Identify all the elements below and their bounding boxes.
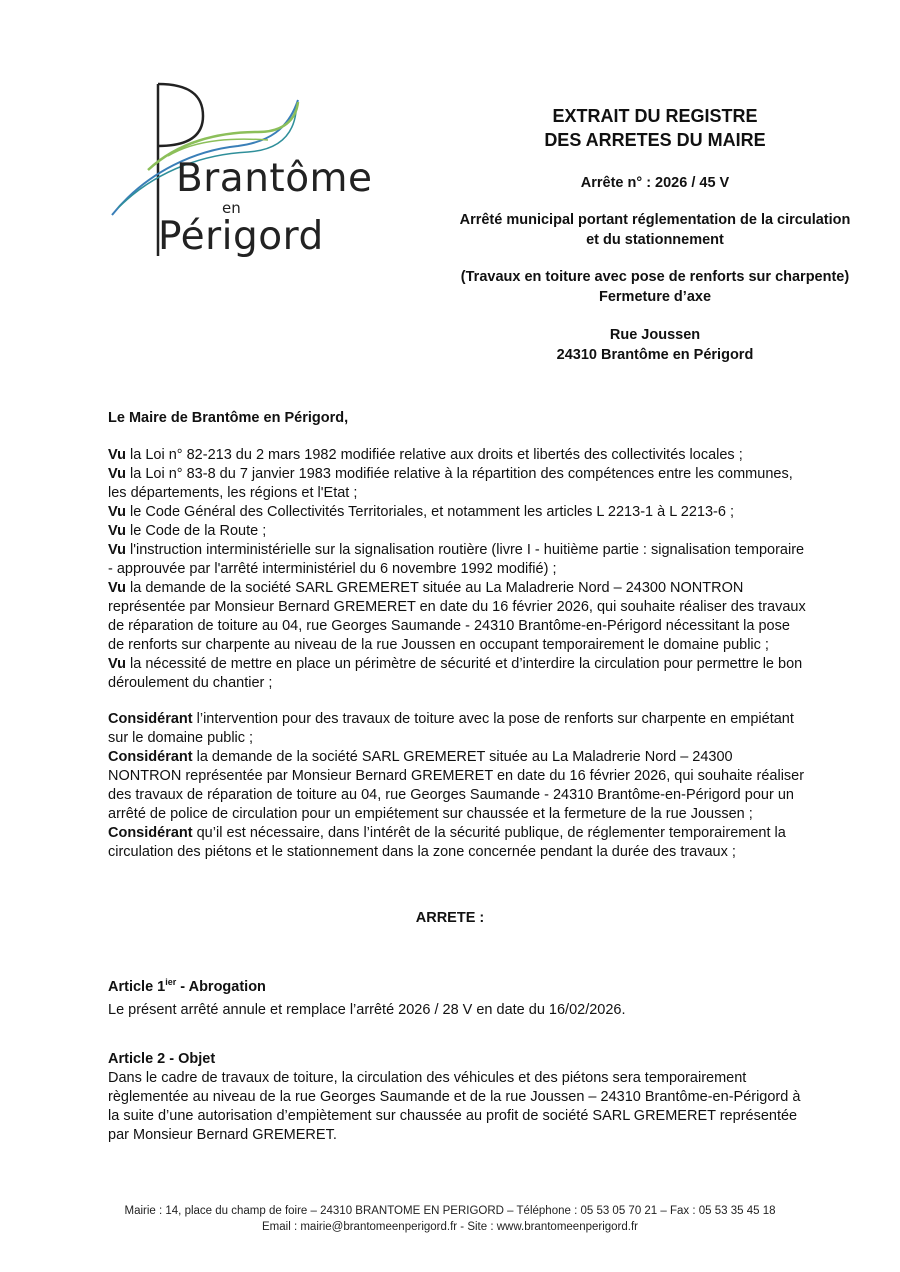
address-street: Rue Joussen [609, 327, 701, 343]
register-title-line2: DES ARRETES DU MAIRE [544, 130, 766, 150]
footer-address: Mairie : 14, place du champ de foire – 24310 BRANTOME EN PERIGORD – Téléphone : 05 53 05 70 21 – Fax : 05 53 35 45 18 [124, 1205, 776, 1217]
considerant-label: Considérant [108, 711, 193, 727]
vu-item: Vu le Code de la Route ; [108, 523, 267, 539]
vu-item: Vu la demande de la société SARL GREMERET située au La Maladrerie Nord – 24300 NONTRON représentée par Monsieur Bernard GREMERET en date du 16 février 2026, qui souhaite réaliser des travaux de réparation de toiture au 04, rue Georges Saumande - 24310 Brantôme-en-Périgord nécessitant la pose de renforts sur charpente au niveau de la rue Joussen en occupant temporairement le domaine public ; [108, 580, 806, 653]
article-2-title: Article 2 - Objet [108, 1051, 216, 1067]
decree-number: Arrête n° : 2026 / 45 V [580, 175, 730, 191]
vu-label: Vu [108, 523, 126, 539]
vu-label: Vu [108, 542, 126, 558]
vu-item: Vu la Loi n° 83-8 du 7 janvier 1983 modifiée relative à la répartition des compétences entre les communes, les départements, les régions et l'Etat ; [108, 466, 793, 501]
vu-item: Vu l'instruction interministérielle sur la signalisation routière (livre I - huitième partie : signalisation temporaire - approuvée par l'arrêté interministériel du 6 novembre 1992 modifié) ; [108, 542, 805, 577]
article-1 [108, 978, 808, 1020]
address-town: 24310 Brantôme en Périgord [556, 347, 754, 363]
vu-label: Vu [108, 656, 126, 672]
article-2-text: Dans le cadre de travaux de toiture, la circulation des véhicules et des piétons sera temporairement règlementée au niveau de la rue Georges Saumande et de la rue Joussen – 24310 Brantôme-en-Périgord à la suite d’une autorisation d’empiètement sur chaussée au profit de société SARL GREMERET représentée par Monsieur Bernard GREMERET. [108, 1070, 801, 1143]
article-1-text: Le présent arrêté annule et remplace l’arrêté 2026 / 28 V en date du 16/02/2026. [108, 1002, 626, 1018]
vu-label: Vu [108, 447, 126, 463]
vu-label: Vu [108, 466, 126, 482]
article-2 [108, 1050, 808, 1145]
mayor-heading: Le Maire de Brantôme en Périgord, [108, 410, 349, 426]
works-description-line2: Fermeture d’axe [598, 289, 712, 305]
vu-label: Vu [108, 504, 126, 520]
works-description-line1: (Travaux en toiture avec pose de renforts sur charpente) [460, 269, 850, 285]
considerant-label: Considérant [108, 749, 193, 765]
decree-title-line2: et du stationnement [586, 232, 724, 248]
logo-en-text: en [222, 199, 241, 217]
vu-label: Vu [108, 580, 126, 596]
logo-perigord-text: Périgord [158, 214, 324, 259]
considerant-item: Considérant qu’il est nécessaire, dans l’intérêt de la sécurité publique, de réglementer temporairement la circulation des piétons et le stationnement dans la zone concernée pendant la durée des travaux ; [108, 825, 786, 860]
vu-section [108, 446, 808, 693]
register-title-line1: EXTRAIT DU REGISTRE [552, 106, 758, 126]
town-logo [108, 80, 378, 270]
considerant-item: Considérant la demande de la société SARL GREMERET située au La Maladrerie Nord – 24300 NONTRON représentée par Monsieur Bernard GREMERET en date du 16 février 2026, qui souhaite réaliser des travaux de réparation de toiture au 04, rue Georges Saumande - 24310 Brantôme-en-Périgord pour un arrêté de police de circulation pour un empiétement sur chaussée et la fermeture de la rue Joussen ; [108, 749, 805, 822]
vu-item: Vu le Code Général des Collectivités Territoriales, et notamment les articles L 2213-1 à L 2213-6 ; [108, 504, 734, 520]
considerant-label: Considérant [108, 825, 193, 841]
article-1-title: Article $1^{ier}$ - Abrogation [108, 977, 266, 995]
decree-title-line1: Arrêté municipal portant réglementation de la circulation [459, 212, 851, 228]
considerant-section [108, 710, 808, 862]
vu-item: Vu la Loi n° 82-213 du 2 mars 1982 modifiée relative aux droits et libertés des collectivités locales ; [108, 447, 743, 463]
logo-brantome-text: Brantôme [176, 156, 373, 201]
considerant-item: Considérant l’intervention pour des travaux de toiture avec la pose de renforts sur charpente en empiétant sur le domaine public ; [108, 711, 794, 746]
footer-contact: Email : mairie@brantomeenperigord.fr - Site : www.brantomeenperigord.fr [262, 1221, 638, 1233]
vu-item: Vu la nécessité de mettre en place un périmètre de sécurité et d’interdire la circulation pour permettre le bon déroulement du chantier ; [108, 656, 803, 691]
arrete-heading: ARRETE : [415, 910, 485, 926]
